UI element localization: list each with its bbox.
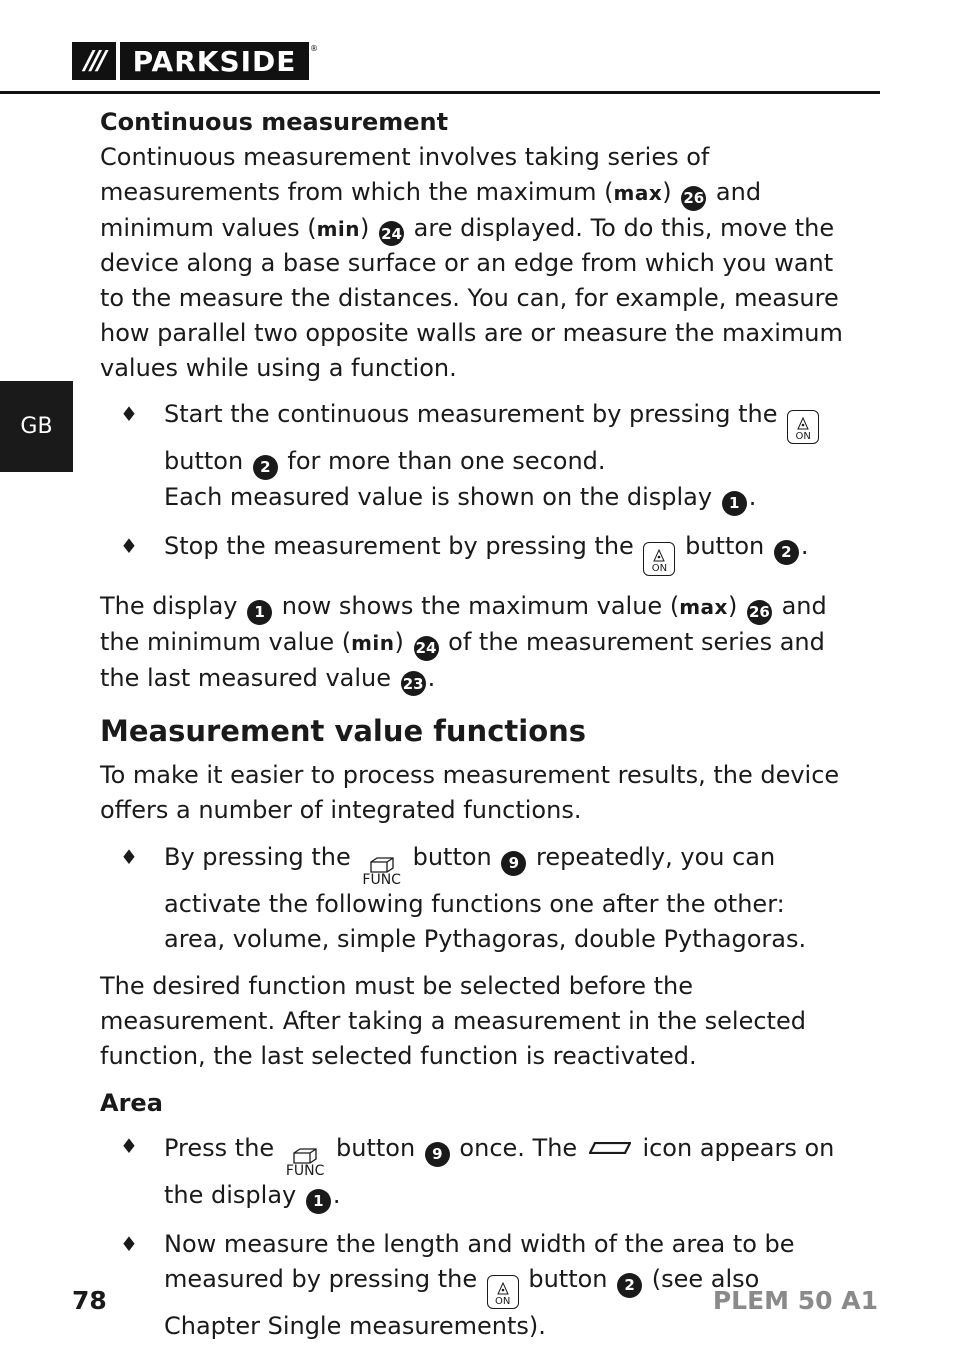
page-number: 78 [72, 1286, 107, 1315]
model-name: PLEM 50 A1 [712, 1286, 878, 1315]
bullet-diamond: ♦ [120, 1232, 138, 1257]
max-tag: max [679, 594, 728, 619]
bullet-stop-measurement: ♦ Stop the measurement by pressing the ON button 2 . [100, 529, 860, 576]
heading-area: Area [100, 1089, 163, 1118]
paragraph-functions-intro: To make it easier to process measurement results, the device offers a number of integrated functions. [100, 761, 840, 825]
laser-on-button-icon: ON [787, 410, 819, 444]
max-tag: max [613, 180, 663, 205]
paragraph-continuous-intro: Continuous measurement involves taking series of measurements from which the maximum (max) 26 and minimum values (min) 24 are displayed. To do this, move the device along a base surface or an edge from which you want to the measure the distances. You can, for example, measure how parallel two opposite walls are or measure the maximum values while using a function. [100, 143, 843, 382]
ref-number-2: 2 [253, 455, 278, 480]
bullet-diamond: ♦ [120, 533, 138, 558]
logo-slashes: /// [72, 42, 116, 80]
min-tag: min [316, 216, 361, 241]
heading-continuous-measurement: Continuous measurement [100, 108, 449, 136]
ref-number-9: 9 [501, 851, 526, 876]
ref-number-2: 2 [617, 1273, 642, 1298]
ref-number-2: 2 [774, 540, 799, 565]
page-content [100, 104, 860, 1357]
laser-on-button-icon: ON [487, 1275, 519, 1309]
ref-number-9: 9 [425, 1142, 450, 1167]
ref-number-26: 26 [681, 186, 706, 211]
header-rule [0, 91, 880, 94]
area-icon [589, 1129, 631, 1164]
min-tag: min [351, 630, 395, 655]
heading-measurement-value-functions: Measurement value functions [100, 714, 587, 749]
bullet-diamond: ♦ [120, 1134, 138, 1159]
language-tab: GB [0, 381, 73, 472]
ref-number-23: 23 [401, 671, 426, 696]
ref-number-24: 24 [379, 221, 404, 246]
ref-number-24: 24 [414, 636, 439, 661]
parkside-logo [72, 42, 318, 80]
laser-on-button-icon: ON [643, 542, 675, 576]
ref-number-1: 1 [247, 600, 272, 625]
paragraph-display-shows: The display 1 now shows the maximum value (max) 26 and the minimum value (min) 24 of the measurement series and the last measured value 23 . [100, 589, 860, 697]
func-button-icon: FUNC [362, 857, 401, 887]
bullet-func-button: ♦ By pressing the FUNC button 9 repeatedly, you can activate the following functions one after the other: area, volume, simple Pythagoras, double Pythagoras. [100, 840, 860, 956]
bullet-diamond: ♦ [120, 844, 138, 869]
paragraph-function-selection: The desired function must be selected before the measurement. After taking a measurement in the selected function, the last selected function is reactivated. [100, 972, 806, 1070]
bullet-area-func: ♦ Press the FUNC button 9 once. The icon appears on the display 1 . [100, 1129, 860, 1214]
bullet-start-continuous: ♦ Start the continuous measurement by pressing the ON button 2 for more than one second. Each measured value is shown on the display 1 . [100, 397, 860, 516]
bullet-measure-length-width: ♦ Now measure the length and width of the area to be measured by pressing the ON button 2 (see also Chapter Single measurements). [100, 1227, 860, 1343]
logo-registered: ® [310, 44, 318, 53]
bullet-diamond: ♦ [120, 402, 138, 427]
func-button-icon: FUNC [286, 1148, 325, 1178]
logo-name: PARKSIDE [120, 42, 309, 80]
ref-number-1: 1 [722, 491, 747, 516]
ref-number-1: 1 [306, 1189, 331, 1214]
ref-number-26: 26 [747, 600, 772, 625]
